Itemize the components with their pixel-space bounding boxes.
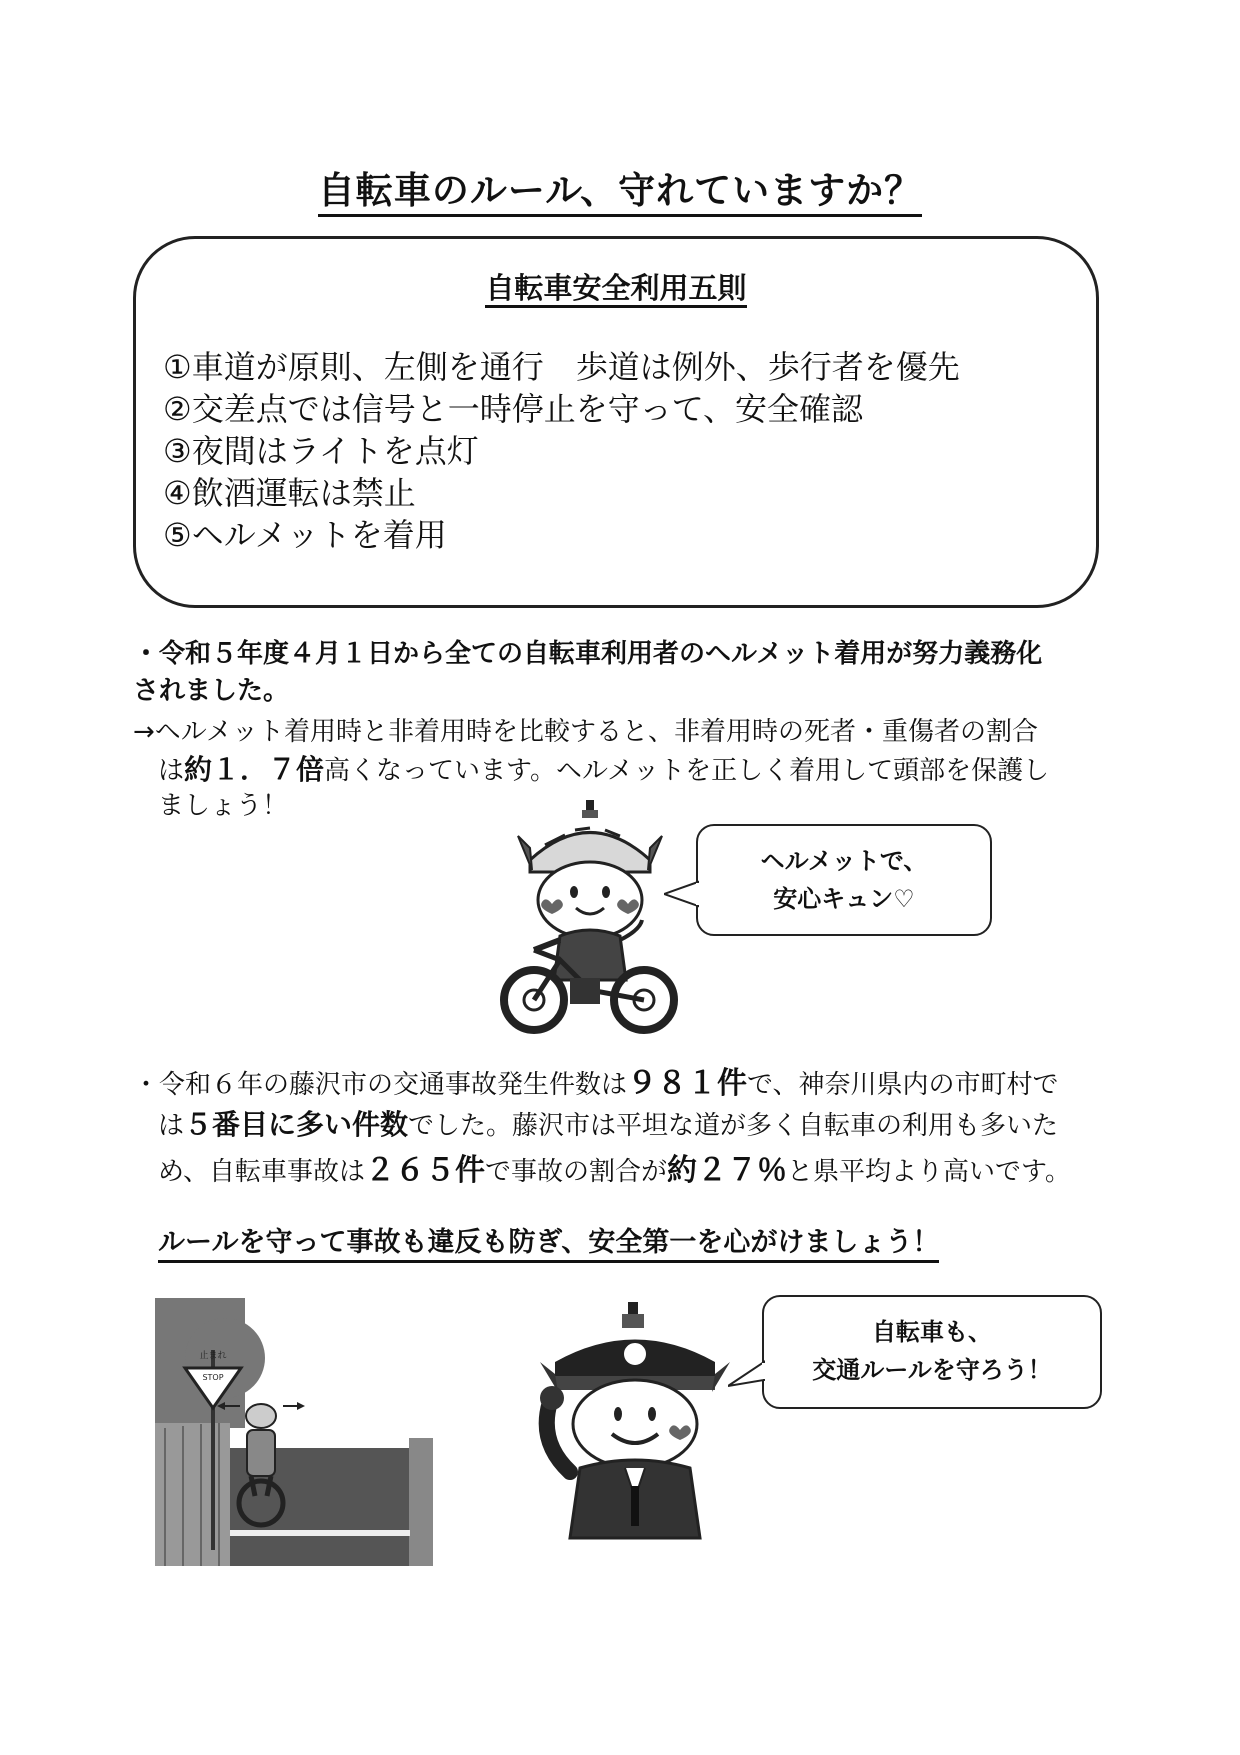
rule-item-2: ②交差点では信号と一時停止を守って、安全確認	[163, 390, 864, 428]
safety-slogan: ルールを守って事故も違反も防ぎ、安全第一を心がけましょう！	[158, 1220, 939, 1259]
stats-line-1: ・令和６年の藤沢市の交通事故発生件数は９８１件で、神奈川県内の市町村で	[133, 1066, 1059, 1101]
helmet-bubble-tail	[664, 880, 700, 910]
helmet-detail-line-3: ましょう！	[158, 791, 289, 821]
rules-heading: 自転車安全利用五則	[133, 266, 1099, 307]
stats-line-2: は５番目に多い件数でした。藤沢市は平坦な道が多く自転車の利用も多いた	[158, 1108, 1059, 1141]
rule-item-3: ③夜間はライトを点灯	[163, 432, 479, 470]
rule-item-4: ④飲酒運転は禁止	[163, 474, 416, 512]
rank-text: ５番目に多い件数	[184, 1108, 409, 1141]
police-bubble-tail	[728, 1360, 766, 1392]
police-speech-bubble: 自転車も、 交通ルールを守ろう！	[762, 1295, 1102, 1409]
stop-sign-cyclist-icon	[155, 1298, 433, 1566]
helmet-ratio: 約１．７倍	[184, 753, 325, 786]
stats-line-3: め、自転車事故は２６５件で事故の割合が約２７％と県平均より高いです。	[158, 1153, 1071, 1188]
helmet-detail-line-1: →ヘルメット着用時と非着用時を比較すると、非着用時の死者・重傷者の割合	[133, 717, 1039, 747]
helmet-speech-bubble: ヘルメットで、 安心キュン♡	[696, 824, 992, 936]
police-mascot-salute-icon	[530, 1302, 740, 1542]
stop-sign-en: STOP	[202, 1373, 224, 1382]
helmet-mascot-bicycle-icon	[490, 800, 690, 1040]
stop-sign-jp: 止まれ	[199, 1351, 227, 1361]
helmet-notice-line-2: されました。	[133, 676, 290, 706]
page-title: 自転車のルール、守れていますか？	[0, 160, 1240, 214]
rule-item-5: ⑤ヘルメットを着用	[163, 516, 447, 554]
accident-rate: 約２７％	[666, 1153, 787, 1188]
rules-list	[163, 346, 1083, 556]
bicycle-accident-count: ２６５件	[364, 1153, 485, 1188]
helmet-notice-line-1: ・令和５年度４月１日から全ての自転車利用者のヘルメット着用が努力義務化	[133, 639, 1043, 669]
helmet-detail-line-2: は約１．７倍高くなっています。ヘルメットを正しく着用して頭部を保護し	[158, 753, 1050, 786]
rule-item-1: ①車道が原則、左側を通行 歩道は例外、歩行者を優先	[163, 348, 960, 386]
accident-count: ９８１件	[627, 1066, 748, 1101]
